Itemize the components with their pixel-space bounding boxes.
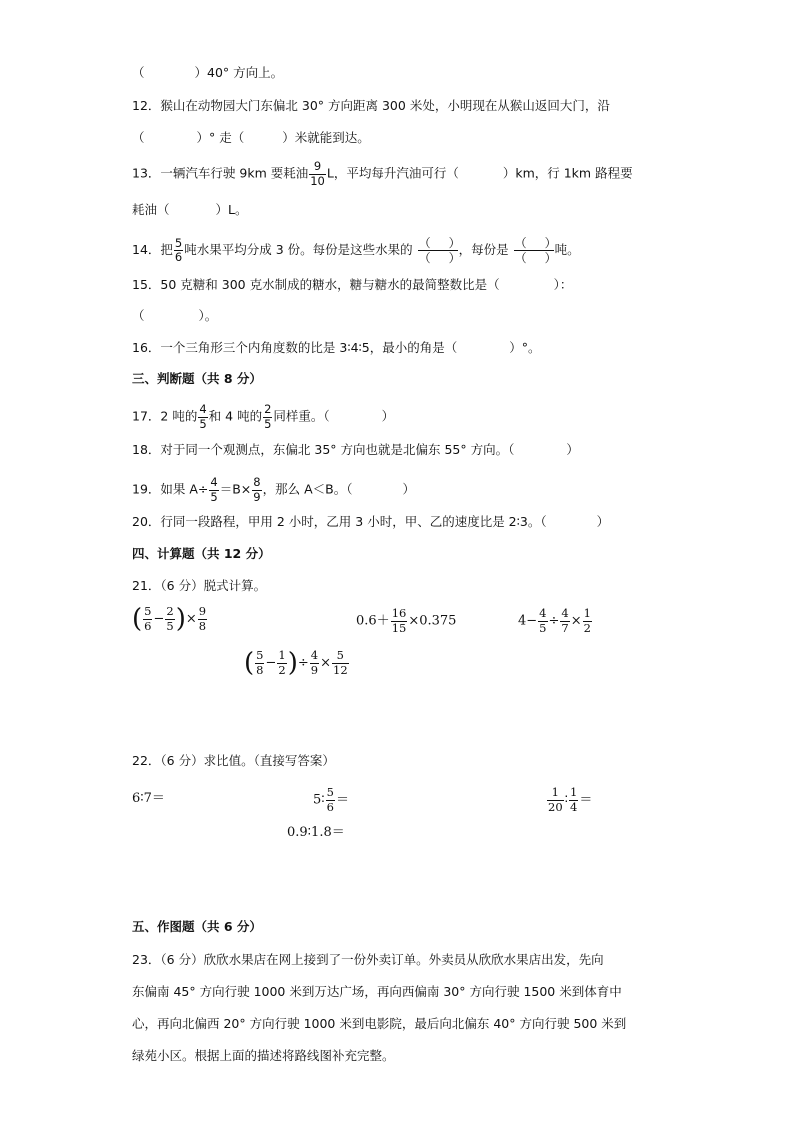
- fraction-numerator: 1: [583, 606, 591, 620]
- fraction-numerator: 5: [174, 235, 183, 250]
- expr-text: 5∶: [313, 792, 325, 808]
- ratio-3: [546, 787, 592, 813]
- q17-text-b: 和 4 吨的: [208, 408, 263, 424]
- open-paren: （: [514, 236, 527, 250]
- q18-text: 18．对于同一个观测点，东偏北 35° 方向也就是北偏东 55° 方向。（: [132, 442, 515, 457]
- fraction: [252, 477, 261, 503]
- minus-sign: −: [153, 611, 165, 627]
- fraction: [209, 477, 218, 503]
- fraction-denominator: 9: [310, 662, 319, 677]
- close-paren: ）: [596, 514, 610, 529]
- q22-heading: 22．（6 分）求比值。（直接写答案）: [132, 753, 335, 768]
- fraction-denominator: 5: [264, 416, 272, 431]
- section-3-heading: 三、判断题（共 8 分）: [132, 371, 262, 386]
- left-paren: (: [132, 604, 143, 634]
- q15-line-1: [132, 276, 572, 294]
- fraction: [538, 608, 547, 634]
- q20-line: [132, 513, 609, 531]
- close-paren: ）: [448, 236, 461, 250]
- fraction: [583, 608, 592, 634]
- open-paren: （: [132, 130, 145, 145]
- fraction: [547, 787, 564, 813]
- fraction-denominator: 6: [326, 799, 334, 814]
- q16-text-b: ）°。: [509, 340, 541, 355]
- q11-tail: [132, 64, 283, 82]
- fraction-denominator: 8: [256, 662, 264, 677]
- fraction-numerator: 5: [332, 650, 349, 664]
- q13-text-c: ）km，行 1km 路程要: [502, 165, 633, 181]
- q21-heading: 21．（6 分）脱式计算。: [132, 578, 267, 593]
- fraction-denominator: 4: [570, 799, 578, 814]
- left-paren: (: [244, 648, 255, 678]
- q19-text-b: ＝B×: [219, 481, 252, 497]
- times-sign: ×: [570, 613, 582, 629]
- expr-text: 4−: [518, 613, 538, 629]
- q17-line: [132, 404, 394, 430]
- calc-expression-4: [244, 650, 350, 676]
- fraction-numerator: 9: [198, 604, 207, 618]
- fraction-numerator: 4: [310, 648, 319, 662]
- expr-text: ×0.375: [408, 613, 457, 629]
- q13-text-e: ）L。: [215, 202, 248, 217]
- q15-line-2: [132, 307, 217, 325]
- close-paren: ）: [544, 251, 557, 265]
- calc-expression-3: [518, 608, 593, 634]
- fraction-denominator: 2: [583, 620, 591, 635]
- equals-sign: ＝: [579, 792, 593, 808]
- times-sign: ×: [320, 655, 332, 671]
- close-paren: ）: [448, 251, 461, 265]
- fraction-numerator: 4: [199, 402, 207, 416]
- q12-line-1: 12．猴山在动物园大门东偏北 30° 方向距离 300 米处，小明现在从猴山返回大门，沿: [132, 98, 610, 113]
- fraction: [309, 161, 326, 187]
- divide-sign: ÷: [548, 613, 560, 629]
- expr-text: 0.6＋: [356, 613, 390, 629]
- fraction: [569, 787, 578, 813]
- ratio-sign: ∶: [564, 792, 569, 808]
- q23-line-1: 23．（6 分）欣欣水果店在网上接到了一份外卖订单。外卖员从欣欣水果店出发，先向: [132, 952, 604, 967]
- fraction: [391, 608, 408, 634]
- q17-text-a: 17．2 吨的: [132, 408, 198, 424]
- q13-line-1: [132, 161, 633, 187]
- fraction: [255, 650, 264, 676]
- fraction-numerator: 8: [253, 475, 261, 489]
- q12-line-2: [132, 129, 370, 147]
- ratio-1: 6∶7＝: [132, 791, 165, 806]
- fraction-denominator: 15: [391, 620, 407, 635]
- q17-text-c: 同样重。（: [273, 408, 330, 424]
- q14-text-b: 吨水果平均分成 3 份。每份是这些水果的: [184, 242, 413, 257]
- fraction: [198, 404, 207, 430]
- close-paren: ）: [402, 481, 415, 497]
- open-paren: （: [132, 65, 145, 80]
- q23-line-2: 东偏南 45° 方向行驶 1000 米到万达广场，再向西偏南 30° 方向行驶 1500 米到体育中: [132, 984, 622, 999]
- q16-text-a: 16．一个三角形三个内角度数的比是 3∶4∶5，最小的角是（: [132, 340, 458, 355]
- fraction-denominator: 6: [174, 250, 183, 264]
- fraction: [326, 787, 335, 813]
- fraction-numerator: 1: [570, 785, 578, 799]
- open-paren: （: [418, 236, 431, 250]
- fraction-denominator: 9: [253, 489, 261, 504]
- fraction-denominator: 5: [166, 618, 174, 633]
- fraction-denominator: 6: [144, 618, 152, 633]
- ratio-2: [313, 787, 349, 813]
- fraction: [165, 606, 174, 632]
- q11-tail-text: ）40° 方向上。: [194, 65, 284, 80]
- fraction-numerator: 5: [144, 604, 152, 618]
- open-paren: （: [418, 251, 431, 265]
- q18-line: [132, 441, 579, 459]
- q13-text-a: 13．一辆汽车行驶 9km 要耗油: [132, 165, 309, 181]
- q20-text: 20．行同一段路程，甲用 2 小时，乙用 3 小时，甲、乙的速度比是 2∶3。（: [132, 514, 547, 529]
- fraction-numerator: 4: [210, 475, 218, 489]
- q15-text-a: 15．50 克糖和 300 克水制成的糖水，糖与糖水的最简整数比是（: [132, 277, 500, 292]
- divide-sign: ÷: [297, 655, 309, 671]
- fraction-denominator: 2: [278, 662, 286, 677]
- q12-mid-text: ）° 走（: [196, 130, 245, 145]
- fraction-denominator: 5: [210, 489, 218, 504]
- q19-text-a: 19．如果 A÷: [132, 481, 209, 497]
- fraction-numerator: 5: [326, 785, 334, 799]
- fraction-denominator: 10: [310, 173, 325, 188]
- fraction-numerator: 2: [166, 604, 174, 618]
- close-paren: ）: [566, 442, 579, 457]
- q15-text-b: ）：: [553, 277, 573, 292]
- section-5-heading: 五、作图题（共 6 分）: [132, 919, 262, 934]
- fraction: [310, 650, 319, 676]
- fraction: [332, 650, 349, 676]
- q13-text-b: L，平均每升汽油可行（: [326, 165, 459, 181]
- q23-line-4: 绿苑小区。根据上面的描述将路线图补充完整。: [132, 1048, 395, 1063]
- fraction-denominator: 12: [333, 662, 348, 677]
- fraction-numerator: 1: [278, 648, 286, 662]
- q13-line-2: [132, 201, 247, 219]
- fraction-numerator: 4: [561, 606, 569, 620]
- fraction: [263, 404, 272, 430]
- fraction-denominator: 20: [548, 799, 563, 814]
- q19-line: [132, 477, 415, 503]
- q23-line-3: 心，再向北偏西 20° 方向行驶 1000 米到电影院，最后向北偏东 40° 方向行驶 500 米到: [132, 1016, 627, 1031]
- fraction: [277, 650, 286, 676]
- q16-line: [132, 339, 541, 357]
- fraction-answer-blank[interactable]: [418, 236, 461, 265]
- fraction-denominator: 5: [199, 416, 207, 431]
- q14-text-a: 14．把: [132, 242, 173, 257]
- fraction-denominator: 5: [539, 620, 547, 635]
- fraction: [143, 606, 152, 632]
- minus-sign: −: [265, 655, 277, 671]
- right-paren: ): [287, 648, 298, 678]
- open-paren: （: [132, 308, 145, 323]
- calc-expression-2: [356, 608, 456, 634]
- q19-text-c: ，那么 A＜B。（: [262, 481, 353, 497]
- q15-text-c: ）。: [198, 308, 218, 323]
- times-sign: ×: [185, 611, 197, 627]
- right-paren: ): [175, 604, 186, 634]
- close-paren: ）: [544, 236, 557, 250]
- fraction-numerator: 2: [264, 402, 272, 416]
- fraction: [198, 606, 207, 632]
- q14-text-d: 吨。: [554, 242, 580, 257]
- open-paren: （: [514, 251, 527, 265]
- q12-end-text: ）米就能到达。: [282, 130, 370, 145]
- fraction-numerator: 1: [547, 787, 564, 801]
- fraction: [174, 235, 183, 264]
- fraction-answer-blank[interactable]: [514, 236, 557, 265]
- equals-sign: ＝: [335, 792, 349, 808]
- fraction: [560, 608, 569, 634]
- calc-expression-1: [132, 606, 208, 632]
- q14-text-c: ，每份是: [458, 242, 509, 257]
- section-4-heading: 四、计算题（共 12 分）: [132, 546, 271, 561]
- q13-text-d: 耗油（: [132, 202, 170, 217]
- close-paren: ）: [381, 408, 395, 424]
- fraction-numerator: 16: [391, 606, 407, 620]
- fraction-numerator: 4: [539, 606, 547, 620]
- fraction-numerator: 5: [256, 648, 264, 662]
- fraction-numerator: 9: [309, 161, 326, 175]
- fraction-denominator: 7: [561, 620, 569, 635]
- q14-line: [132, 237, 580, 264]
- fraction-denominator: 8: [198, 618, 207, 633]
- ratio-4: 0.9∶1.8＝: [287, 825, 345, 840]
